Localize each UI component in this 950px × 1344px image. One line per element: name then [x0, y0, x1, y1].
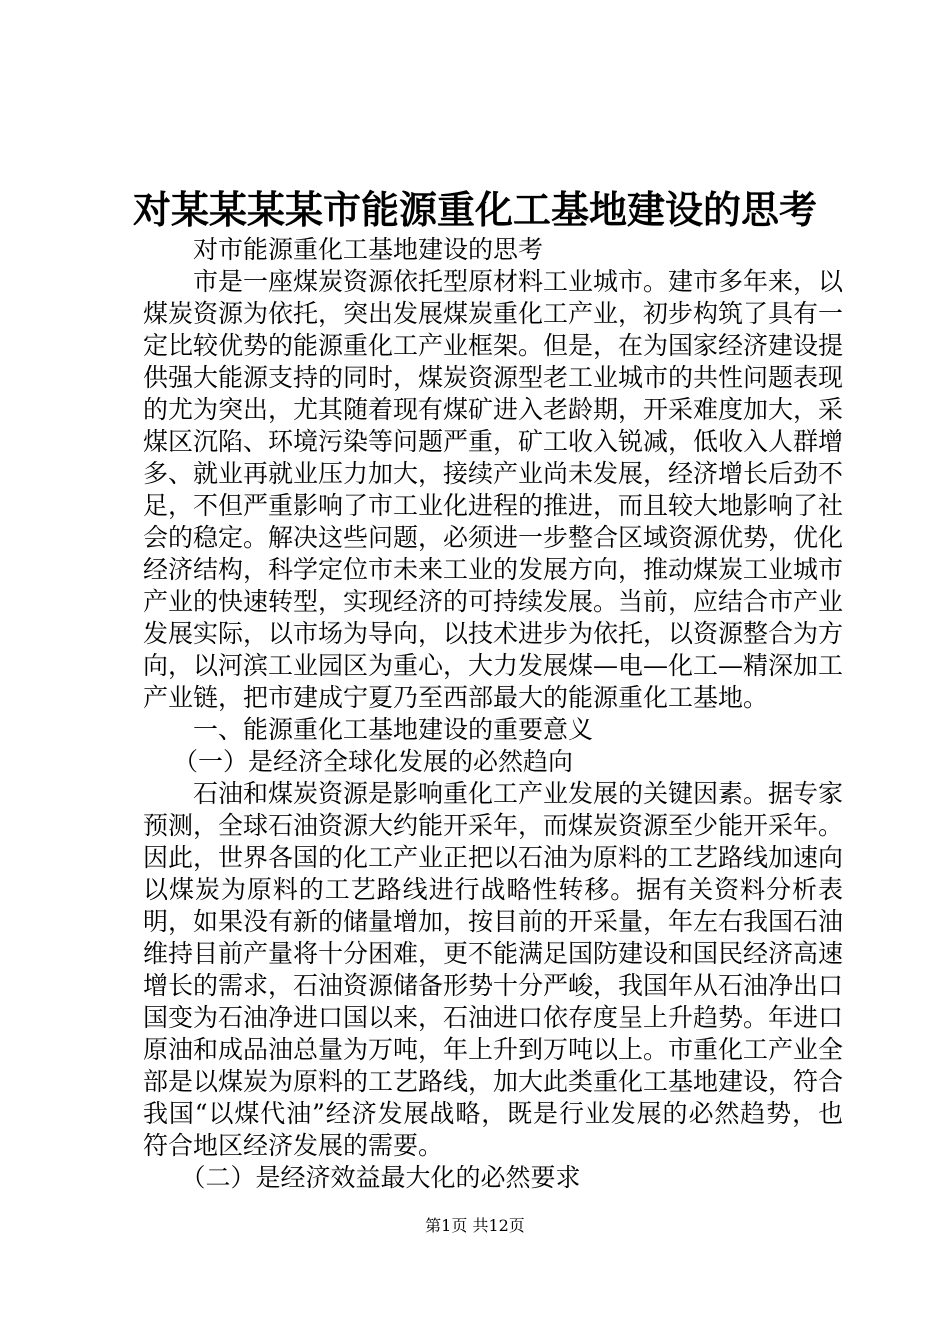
page-footer: 第1页 共12页 [425, 1216, 525, 1235]
subsection-heading-2: （二）是经济效益最大化的必然要求 [180, 1163, 581, 1192]
intro-paragraph: 市是一座煤炭资源依托型原材料工业城市。建市多年来，以煤炭资源为依托，突出发展煤炭重化工产业，初步构筑了具有一定比较优势的能源重化工产业框架。但是，在为国家经济建设提供强大能源支持的同时，煤炭资源型老工业城市的共性问题表现的尤为突出，尤其随着现有煤矿进入老龄期，开采难度加大，采煤区沉陷、环境污染等问题严重，矿工收入锐减，低收入人群增多、就业再就业压力加大，接续产业尚未发展，经济增长后劲不足，不但严重影响了市工业化进程的推进，而且较大地影响了社会的稳定。解决这些问题，必须进一步整合区域资源优势，优化经济结构，科学定位市未来工业的发展方向，推动煤炭工业城市产业的快速转型，实现经济的可持续发展。当前，应结合市产业发展实际，以市场为导向，以技术进步为依托，以资源整合为方向，以河滨工业园区为重心，大力发展煤—电—化工—精深加工产业链，把市建成宁夏乃至西部最大的能源重化工基地。 [143, 267, 844, 712]
section-heading-1: 一、能源重化工基地建设的重要意义 [193, 715, 594, 744]
intro-subtitle: 对市能源重化工基地建设的思考 [193, 235, 544, 264]
subsection-heading-1: （一）是经济全球化发展的必然趋向 [173, 747, 574, 776]
document-body [143, 234, 843, 1194]
section-paragraph-1: 石油和煤炭资源是影响重化工产业发展的关键因素。据专家预测，全球石油资源大约能开采年，而煤炭资源至少能开采年。因此，世界各国的化工产业正把以石油为原料的工艺路线加速向以煤炭为原料的工艺路线进行战略性转移。据有关资料分析表明，如果没有新的储量增加，按目前的开采量，年左右我国石油维持目前产量将十分困难，更不能满足国防建设和国民经济高速增长的需求，石油资源储备形势十分严峻，我国年从石油净出口国变为石油净进口国以来，石油进口依存度呈上升趋势。年进口原油和成品油总量为万吨，年上升到万吨以上。市重化工产业全部是以煤炭为原料的工艺路线，加大此类重化工基地建设，符合我国“以煤代油”经济发展战略，既是行业发展的必然趋势，也符合地区经济发展的需要。 [143, 779, 844, 1160]
document-title: 对某某某某市能源重化工基地建设的思考 [132, 187, 817, 232]
